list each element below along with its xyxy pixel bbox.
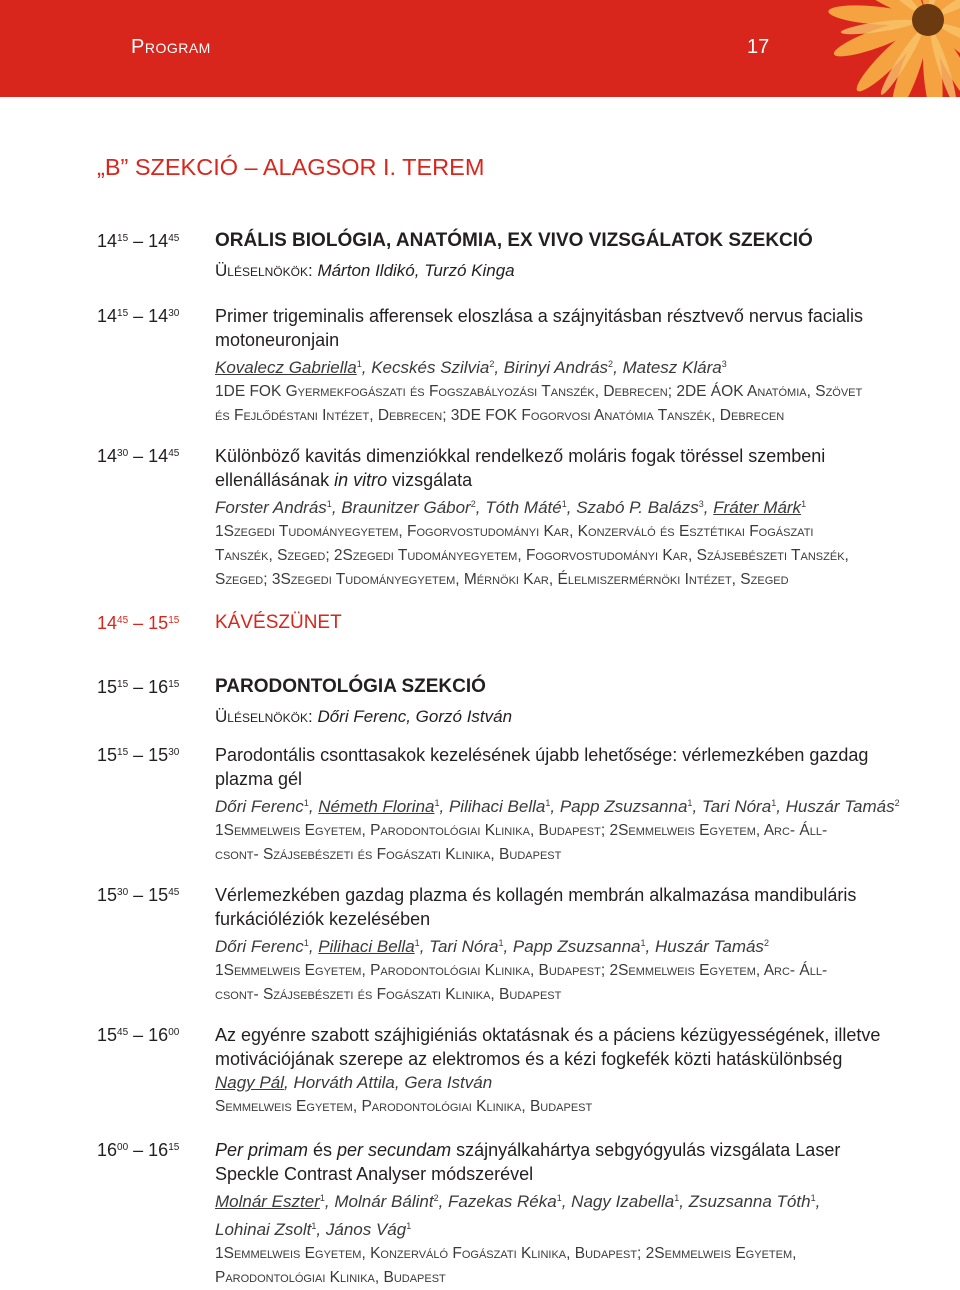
affiliation-line: és Fejlődéstani Intézet, Debrecen; 3DE FOK Fogorvosi Anatómia Tanszék, Debrecen	[215, 407, 785, 424]
time-range: $15^{15} - 16^{15}$	[97, 677, 180, 697]
talk-title-line: Primer trigeminalis afferensek eloszlása a szájnyitásban résztvevő nervus facialis	[215, 306, 863, 326]
authors: Forster András$^1$, Braunitzer Gábor$^2$, Tóth Máté$^1$, Szabó P. Balázs$^3$, Fráter Márk$^1$	[215, 498, 807, 517]
talk-title-line: furkációléziók kezelésében	[215, 909, 431, 929]
talk-title-line: Parodontális csonttasakok kezelésének újabb lehetősége: vérlemezkében gazdag	[215, 745, 869, 765]
session-title: ORÁLIS BIOLÓGIA, ANATÓMIA, EX VIVO VIZSGÁLATOK SZEKCIÓ	[215, 230, 813, 251]
time-range: $16^{00} - 16^{15}$	[97, 1140, 180, 1160]
session-title: PARODONTOLÓGIA SZEKCIÓ	[215, 676, 486, 697]
talk-title-line: plazma gél	[215, 769, 303, 789]
affiliation-line: 1Semmelweis Egyetem, Konzerváló Fogászati Klinika, Budapest; 2Semmelweis Egyetem,	[215, 1245, 797, 1262]
affiliation-line: 1Szegedi Tudományegyetem, Fogorvostudományi Kar, Konzerváló és Esztétikai Fogászati	[215, 523, 814, 540]
time-range: $15^{15} - 15^{30}$	[97, 745, 180, 765]
authors: Dőri Ferenc$^1$, Németh Florina$^1$, Pilihaci Bella$^1$, Papp Zsuzsanna$^1$, Tari Nóra$^1$, Huszár Tamás$^2$	[215, 797, 900, 816]
page-number: 17	[747, 36, 770, 58]
time-range: $15^{30} - 15^{45}$	[97, 885, 180, 905]
talk-title-line: ellenállásának in vitro vizsgálata	[215, 470, 473, 490]
chairs: Üléselnökök: Dőri Ferenc, Gorzó István	[215, 707, 513, 726]
affiliation-line: 1Semmelweis Egyetem, Parodontológiai Klinika, Budapest; 2Semmelweis Egyetem, Arc- Áll-	[215, 822, 828, 839]
talk-title-line: motoneuronjain	[215, 330, 340, 350]
authors: Nagy Pál, Horváth Attila, Gera István	[215, 1073, 493, 1092]
time-range: $15^{45} - 16^{00}$	[97, 1025, 180, 1045]
authors: Molnár Eszter$^1$, Molnár Bálint$^2$, Fazekas Réka$^1$, Nagy Izabella$^1$, Zsuzsanna Tóth$^1$, Lohinai Zsolt$^1$, János Vág$^1$	[215, 1192, 821, 1239]
talk-title-line: motivációjának szerepe az elektromos és a kézi fogkefék közti hatáskülönbség	[215, 1049, 843, 1069]
affiliation-line: 1Semmelweis Egyetem, Parodontológiai Klinika, Budapest; 2Semmelweis Egyetem, Arc- Áll-	[215, 962, 828, 979]
page-header	[0, 0, 960, 97]
talk-title-line: Speckle Contrast Analyser módszerével	[215, 1164, 534, 1184]
affiliation-line: Tanszék, Szeged; 2Szegedi Tudományegyetem, Fogorvostudományi Kar, Szájsebészeti Tanszék,	[215, 547, 849, 564]
break-title: KÁVÉSZÜNET	[215, 612, 342, 633]
affiliation-line: 1DE FOK Gyermekfogászati és Fogszabályozási Tanszék, Debrecen; 2DE ÁOK Anatómia, Szövet	[215, 383, 863, 400]
authors: Dőri Ferenc$^1$, Pilihaci Bella$^1$, Tari Nóra$^1$, Papp Zsuzsanna$^1$, Huszár Tamás$^2$	[215, 937, 769, 956]
flower-icon	[778, 0, 960, 97]
time-range: $14^{15} - 14^{30}$	[97, 306, 180, 326]
talk-title-line: Az egyénre szabott szájhigiéniás oktatásnak és a páciens kézügyességének, illetve	[215, 1025, 881, 1045]
talk-title-line: Különböző kavitás dimenziókkal rendelkező moláris fogak töréssel szembeni	[215, 446, 826, 466]
affiliation-line: Semmelweis Egyetem, Parodontológiai Klinika, Budapest	[215, 1098, 593, 1115]
time-range: $14^{30} - 14^{45}$	[97, 446, 180, 466]
affiliation-line: Parodontológiai Klinika, Budapest	[215, 1269, 446, 1286]
time-range: $14^{15} - 14^{45}$	[97, 231, 180, 251]
chairs: Üléselnökök: Márton Ildikó, Turzó Kinga	[215, 261, 515, 280]
talk-title-line: Vérlemezkében gazdag plazma és kollagén membrán alkalmazása mandibuláris	[215, 885, 857, 905]
affiliation-line: csont- Szájsebészeti és Fogászati Klinika, Budapest	[215, 986, 562, 1003]
affiliation-line: Szeged; 3Szegedi Tudományegyetem, Mérnöki Kar, Élelmiszermérnöki Intézet, Szeged	[215, 571, 789, 588]
authors: Kovalecz Gabriella$^1$, Kecskés Szilvia$^2$, Birinyi András$^2$, Matesz Klára$^3$	[215, 358, 727, 377]
affiliation-line: csont- Szájsebészeti és Fogászati Klinika, Budapest	[215, 846, 562, 863]
section-title: „B” SZEKCIÓ – ALAGSOR I. TEREM	[97, 154, 485, 180]
talk-title-line: Per primam és per secundam szájnyálkahártya sebgyógyulás vizsgálata Laser	[215, 1140, 841, 1160]
header-title: Program	[131, 36, 211, 58]
time-range: $14^{45} - 15^{15}$	[97, 613, 180, 633]
